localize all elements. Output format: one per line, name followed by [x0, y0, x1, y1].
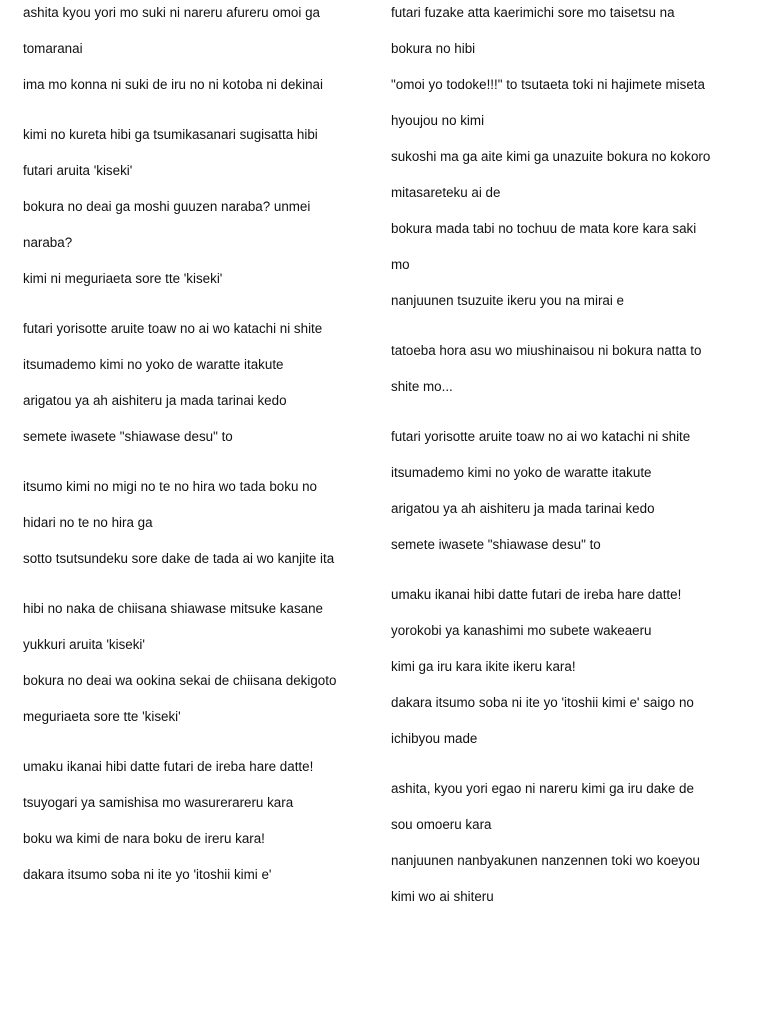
lyric-line: hidari no te no hira ga	[23, 515, 153, 530]
right-column	[391, 0, 751, 920]
stanza	[391, 582, 751, 762]
lyric-line: bokura mada tabi no tochuu de mata kore kara saki	[391, 221, 697, 236]
lyric-line: meguriaeta sore tte 'kiseki'	[23, 709, 181, 724]
lyric-line: sotto tsutsundeku sore dake de tada ai wo kanjite ita	[23, 551, 335, 566]
lyric-line: sukoshi ma ga aite kimi ga unazuite bokura no kokoro	[391, 149, 711, 164]
lyric-line: tomaranai	[23, 41, 83, 56]
lyric-line: semete iwasete "shiawase desu" to	[391, 537, 601, 552]
lyric-line: bokura no deai wa ookina sekai de chiisana dekigoto	[23, 673, 337, 688]
lyric-line: mitasareteku ai de	[391, 185, 501, 200]
lyric-line: ashita, kyou yori egao ni nareru kimi ga iru dake de	[391, 781, 694, 796]
lyric-line: shite mo...	[391, 379, 453, 394]
stanza	[23, 754, 373, 898]
stanza	[391, 424, 751, 568]
stanza	[23, 0, 373, 108]
lyric-line: yorokobi ya kanashimi mo subete wakeaeru	[391, 623, 652, 638]
lyric-line: semete iwasete "shiawase desu" to	[23, 429, 233, 444]
lyric-line: mo	[391, 257, 410, 272]
stanza	[23, 316, 373, 460]
lyric-line: arigatou ya ah aishiteru ja mada tarinai kedo	[23, 393, 287, 408]
lyric-line: itsumademo kimi no yoko de waratte itakute	[391, 465, 652, 480]
lyric-line: sou omoeru kara	[391, 817, 492, 832]
lyric-line: futari yorisotte aruite toaw no ai wo katachi ni shite	[391, 429, 691, 444]
lyric-line: umaku ikanai hibi datte futari de ireba hare datte!	[23, 759, 314, 774]
lyric-line: kimi ga iru kara ikite ikeru kara!	[391, 659, 576, 674]
lyric-line: hyoujou no kimi	[391, 113, 485, 128]
lyric-line: boku wa kimi de nara boku de ireru kara!	[23, 831, 265, 846]
lyric-line: "omoi yo todoke!!!" to tsutaeta toki ni hajimete miseta	[391, 77, 705, 92]
stanza	[391, 0, 751, 324]
lyric-line: umaku ikanai hibi datte futari de ireba hare datte!	[391, 587, 682, 602]
lyric-line: tatoeba hora asu wo miushinaisou ni bokura natta to	[391, 343, 702, 358]
lyric-line: ichibyou made	[391, 731, 478, 746]
stanza	[391, 338, 751, 410]
lyric-line: kimi wo ai shiteru	[391, 889, 494, 904]
lyric-line: kimi ni meguriaeta sore tte 'kiseki'	[23, 271, 223, 286]
lyric-line: futari yorisotte aruite toaw no ai wo katachi ni shite	[23, 321, 323, 336]
lyric-line: dakara itsumo soba ni ite yo 'itoshii kimi e' saigo no	[391, 695, 694, 710]
stanza	[391, 776, 751, 920]
stanza	[23, 122, 373, 302]
left-column	[23, 0, 373, 898]
lyric-line: futari fuzake atta kaerimichi sore mo taisetsu na	[391, 5, 675, 20]
lyric-line: nanjuunen tsuzuite ikeru you na mirai e	[391, 293, 624, 308]
lyric-line: itsumo kimi no migi no te no hira wo tada boku no	[23, 479, 318, 494]
lyric-line: itsumademo kimi no yoko de waratte itakute	[23, 357, 284, 372]
lyric-line: hibi no naka de chiisana shiawase mitsuke kasane	[23, 601, 323, 616]
lyric-line: arigatou ya ah aishiteru ja mada tarinai kedo	[391, 501, 655, 516]
lyric-line: dakara itsumo soba ni ite yo 'itoshii kimi e'	[23, 867, 272, 882]
lyric-line: bokura no hibi	[391, 41, 476, 56]
lyric-line: ima mo konna ni suki de iru no ni kotoba ni dekinai	[23, 77, 323, 92]
lyric-line: yukkuri aruita 'kiseki'	[23, 637, 145, 652]
lyric-line: naraba?	[23, 235, 73, 250]
lyric-line: tsuyogari ya samishisa mo wasurerareru kara	[23, 795, 294, 810]
lyric-line: ashita kyou yori mo suki ni nareru afureru omoi ga	[23, 5, 320, 20]
lyric-line: bokura no deai ga moshi guuzen naraba? unmei	[23, 199, 311, 214]
stanza	[23, 474, 373, 582]
lyric-line: futari aruita 'kiseki'	[23, 163, 133, 178]
stanza	[23, 596, 373, 740]
lyric-line: kimi no kureta hibi ga tsumikasanari sugisatta hibi	[23, 127, 318, 142]
lyric-line: nanjuunen nanbyakunen nanzennen toki wo koeyou	[391, 853, 700, 868]
